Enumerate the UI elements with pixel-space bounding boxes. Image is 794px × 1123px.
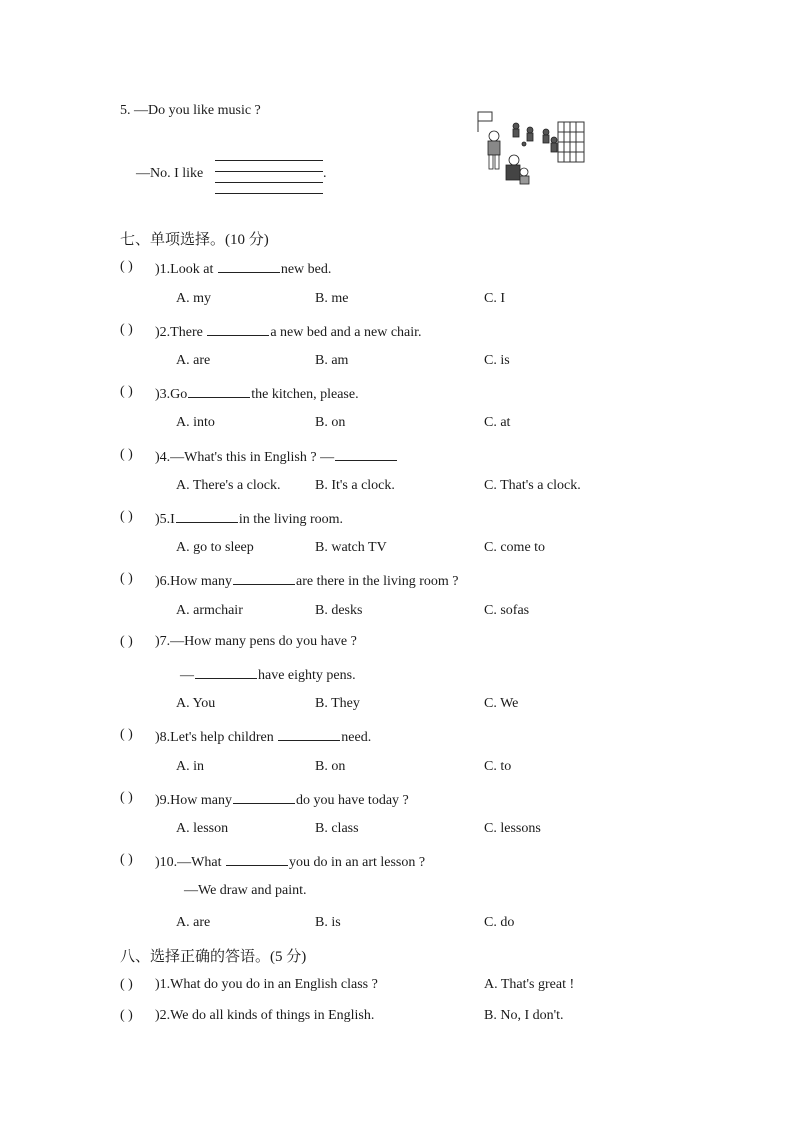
option-a: A. are: [176, 353, 211, 368]
option-b: B. me: [315, 291, 349, 306]
option-c: C. lessons: [484, 821, 541, 836]
option-b: B. class: [315, 821, 359, 836]
answer-paren[interactable]: ( ): [120, 790, 133, 805]
option-b: B. They: [315, 696, 360, 711]
option-c: C. We: [484, 696, 519, 711]
blank[interactable]: [233, 571, 295, 585]
answer-paren[interactable]: ( ): [120, 259, 133, 274]
blank[interactable]: [195, 665, 257, 679]
q5-answer-suffix: .: [323, 166, 327, 181]
option-c: C. sofas: [484, 603, 530, 618]
option-c: C. is: [484, 353, 510, 368]
answer-paren[interactable]: ( ): [120, 977, 133, 992]
blank[interactable]: [188, 384, 250, 398]
answer-paren[interactable]: ( ): [120, 447, 133, 462]
option-a: A. lesson: [176, 821, 229, 836]
q5-question: 5. —Do you like music ?: [120, 103, 261, 118]
blank[interactable]: [278, 727, 340, 741]
question-5: )5.I in the living room.: [155, 509, 343, 528]
option-a: A. armchair: [176, 603, 243, 618]
question-4: )4.—What's this in English ? —: [155, 447, 398, 466]
option-b: B. on: [315, 759, 346, 774]
children-playing-football-illustration: [470, 110, 588, 190]
question-6: )6.How many are there in the living room ?: [155, 571, 459, 590]
section8-answer-a: A. That's great !: [484, 977, 575, 992]
answer-paren[interactable]: ( ): [120, 509, 133, 524]
answer-paren[interactable]: ( ): [120, 727, 133, 742]
question-10: )10.—What you do in an art lesson ?: [155, 852, 425, 871]
option-a: A. in: [176, 759, 204, 774]
question-7-answer-line: — have eighty pens.: [180, 665, 356, 684]
option-a: A. go to sleep: [176, 540, 254, 555]
blank[interactable]: [218, 259, 280, 273]
option-c: C. That's a clock.: [484, 478, 581, 493]
q5-answer-line-3[interactable]: [215, 182, 323, 183]
option-c: C. at: [484, 415, 511, 430]
option-a: A. There's a clock.: [176, 478, 281, 493]
blank[interactable]: [233, 790, 295, 804]
question-1: )1.Look at new bed.: [155, 259, 331, 278]
blank[interactable]: [335, 447, 397, 461]
option-b: B. desks: [315, 603, 363, 618]
question-9: )9.How many do you have today ?: [155, 790, 409, 809]
section8-question-2: )2.We do all kinds of things in English.: [155, 1008, 375, 1023]
answer-paren[interactable]: ( ): [120, 634, 133, 649]
question-7: )7.—How many pens do you have ?: [155, 634, 357, 649]
answer-paren[interactable]: ( ): [120, 322, 133, 337]
section8-title: 八、选择正确的答语。(5 分): [120, 949, 307, 965]
option-a: A. are: [176, 915, 211, 930]
section7-title: 七、单项选择。(10 分): [120, 232, 269, 248]
blank[interactable]: [226, 852, 288, 866]
q5-answer-prefix: —No. I like: [136, 166, 204, 181]
answer-paren[interactable]: ( ): [120, 571, 133, 586]
question-3: )3.Go the kitchen, please.: [155, 384, 359, 403]
option-a: A. You: [176, 696, 216, 711]
option-b: B. am: [315, 353, 349, 368]
question-8: )8.Let's help children need.: [155, 727, 371, 746]
option-c: C. I: [484, 291, 505, 306]
section8-answer-b: B. No, I don't.: [484, 1008, 564, 1023]
blank[interactable]: [207, 322, 269, 336]
q5-answer-line-4[interactable]: [215, 193, 323, 194]
option-b: B. watch TV: [315, 540, 387, 555]
option-a: A. into: [176, 415, 215, 430]
q5-answer-line-1[interactable]: [215, 160, 323, 161]
option-b: B. on: [315, 415, 346, 430]
option-b: B. is: [315, 915, 341, 930]
question-2: )2.There a new bed and a new chair.: [155, 322, 422, 341]
option-c: C. to: [484, 759, 512, 774]
answer-paren[interactable]: ( ): [120, 852, 133, 867]
option-b: B. It's a clock.: [315, 478, 395, 493]
option-c: C. do: [484, 915, 515, 930]
option-a: A. my: [176, 291, 211, 306]
blank[interactable]: [176, 509, 238, 523]
answer-paren[interactable]: ( ): [120, 1008, 133, 1023]
answer-paren[interactable]: ( ): [120, 384, 133, 399]
question-10-reply: —We draw and paint.: [184, 883, 307, 898]
section8-question-1: )1.What do you do in an English class ?: [155, 977, 378, 992]
option-c: C. come to: [484, 540, 546, 555]
q5-answer-line-2[interactable]: [215, 171, 323, 172]
